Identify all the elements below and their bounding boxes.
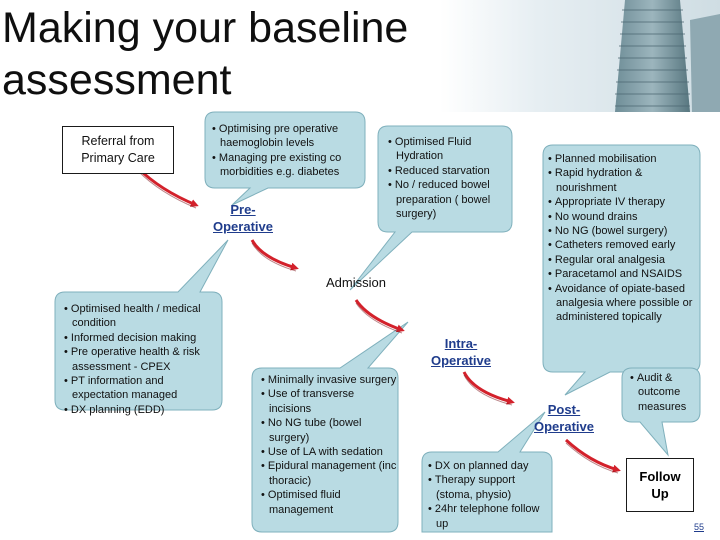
list-item: • 24hr telephone follow up (426, 502, 552, 531)
list-item: • DX on planned day (426, 459, 552, 473)
preop-label-1: Pre- (230, 202, 256, 217)
intraop-items-list (259, 373, 399, 517)
list-item: • Use of transverse incisions (259, 387, 399, 416)
list-item: • Therapy support (stoma, physio) (426, 473, 552, 502)
list-item: • Optimised Fluid Hydration (386, 135, 510, 164)
referral-items-list (62, 302, 222, 417)
list-item: • Paracetamol and NSAIDS (546, 267, 696, 281)
dx-items-list (426, 459, 552, 531)
list-item: • Regular oral analgesia (546, 253, 696, 267)
referral-line-2: Primary Care (81, 151, 155, 165)
audit-items-list (628, 371, 700, 414)
list-item: • Pre operative health & risk assessment - CPEX (62, 345, 222, 374)
list-item: • Minimally invasive surgery (259, 373, 399, 387)
postop-items-list (546, 152, 696, 325)
intraop-label-2: Operative (431, 353, 491, 368)
title-line-2: assessment (2, 56, 232, 104)
follow-up-box (626, 458, 694, 512)
preop-label (205, 201, 281, 235)
follow-up-line-2: Up (651, 486, 669, 501)
list-item: • Avoidance of opiate-based analgesia where possible or administered topically (546, 282, 696, 325)
list-item: • No / reduced bowel preparation ( bowel surgery) (386, 178, 510, 221)
fluid-items-list (386, 135, 510, 221)
postop-label-1: Post- (547, 402, 581, 417)
list-item: • Rapid hydration & nourishment (546, 166, 696, 195)
list-item: • Managing pre existing co morbidities e.g. diabetes (210, 151, 362, 180)
list-item: • Catheters removed early (546, 238, 696, 252)
list-item: • PT information and expectation managed (62, 374, 222, 403)
list-item: • Appropriate IV therapy (546, 195, 696, 209)
arrow-preop-admission (252, 240, 296, 268)
list-item: • Optimised health / medical condition (62, 302, 222, 331)
list-item: • Planned mobilisation (546, 152, 696, 166)
intraop-label-1: Intra- (444, 336, 478, 351)
postop-label (526, 401, 602, 435)
list-item: • Optimised fluid management (259, 488, 399, 517)
list-item: • Audit & outcome measures (628, 371, 700, 414)
list-item: • Reduced starvation (386, 164, 510, 178)
postop-label-2: Operative (534, 419, 594, 434)
arrow-postop-followup (566, 440, 618, 470)
preop-items-list (210, 122, 362, 180)
list-item: • Optimising pre operative haemoglobin levels (210, 122, 362, 151)
list-item: • Epidural management (inc thoracic) (259, 459, 399, 488)
list-item: • Informed decision making (62, 331, 222, 345)
list-item: • Use of LA with sedation (259, 445, 399, 459)
page-number: 55 (693, 522, 704, 532)
list-item: • No wound drains (546, 210, 696, 224)
referral-box (62, 126, 174, 174)
referral-line-1: Referral from (81, 134, 155, 148)
arrow-admission-intraop (356, 300, 402, 330)
list-item: • No NG (bowel surgery) (546, 224, 696, 238)
admission-label (314, 274, 398, 291)
arrow-intraop-postop (464, 372, 512, 402)
list-item: • DX planning (EDD) (62, 403, 222, 417)
intraop-label (424, 335, 498, 369)
list-item: • No NG tube (bowel surgery) (259, 416, 399, 445)
title-line-1: Making your baseline (2, 4, 409, 52)
admission-label-text: Admission (326, 275, 386, 290)
preop-label-2: Operative (213, 219, 273, 234)
follow-up-line-1: Follow (639, 469, 681, 484)
